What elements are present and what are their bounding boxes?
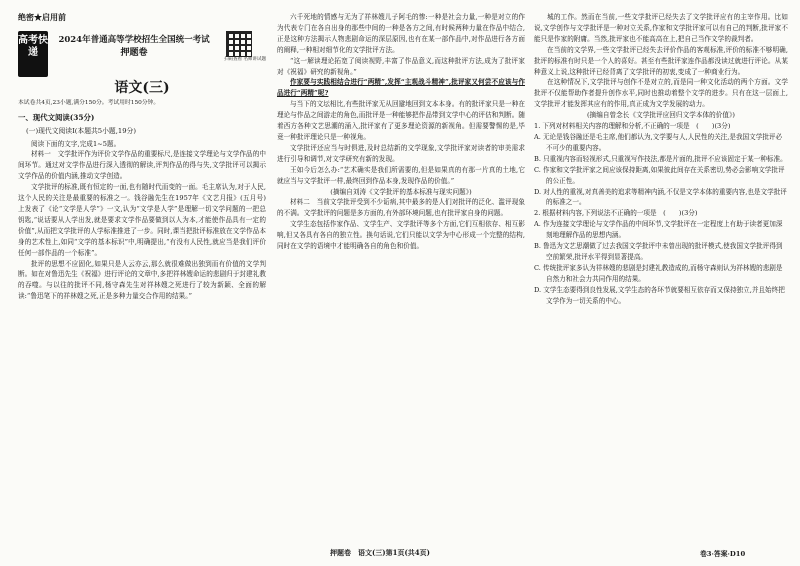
option: D. 文学生态要得到良性发展,文学生态的各环节就要相互依存而又保持独立,并且始终把文学作为一切关系的中心。 xyxy=(534,285,785,305)
paragraph: 在当前的文学界,一些文学批评已经失去评价作品的客观标准,评价的标准不够明确,批评的标准有时只是一个人的喜好。甚至有些批评家连作品都没读过就进行评论。从某种意义上说,这种批评已经背离了文学批评的初衷,变成了一种商业行为。 xyxy=(534,45,788,76)
confidential-mark: 绝密★启用前 xyxy=(18,12,66,22)
paragraph: 文学批评还应当与时俱进,及时总结新的文学现象,文学批评家对读者的审美需求进行引导和调节,对文学研究有新的发现。 xyxy=(277,143,525,163)
option: B. 只重视内容而轻视形式,只重视写作技法,都是片面的,批评不应该固定于某一种标准。 xyxy=(534,154,787,163)
qr-code-icon[interactable] xyxy=(226,31,252,57)
paragraph: 王如今后怎么办:“艺术确实是我们所需要的,但是如果真的有那一片真的土地,它就应当与文学批评一样,最终回到作品本身,发现作品的价值。” xyxy=(277,165,525,185)
paragraph: 在这种情况下,文学批评与创作不是对立的,而是同一种文化活动的两个方面。文学批评不仅能帮助作者提升创作水平,同时也推动着整个文学的进步。只有在这一层面上,文学批评才能发挥其应有的作用,真正成为文学发展的动力。 xyxy=(534,78,788,109)
option: A. 无论是钱谷融还是毛主席,他们都认为,文学要与人,人民性的关注,是我国文学批评必不可少的重要内容。 xyxy=(534,132,783,152)
paragraph: “这一解读理论拓宽了阅读视野,丰富了作品意义,而这种批评方法,成为了批评家对《祝福》研究的新视角。” xyxy=(277,56,525,76)
column-left xyxy=(18,12,266,302)
question-1: 1. 下列对材料相关内容的理解和分析,不正确的一项是 ( )(3分) xyxy=(534,122,731,131)
paragraph: 材料一 文学批评作为评价文学作品的重要标尺,是连接文学理论与文学作品的中间环节。通过对文学作品进行深入透彻的解读,评判作品的得与失,文学批评可以揭示文学作品的价值内涵,推动文学创造。 xyxy=(18,150,266,181)
paragraph: 文学批评的标准,既有恒定的一面,也有随时代而变的一面。毛主席认为,对于人民,这个人民的关注是最重要的标准之一。钱谷融先生在1957年《文艺月报》(五月号)上发表了《论“文学是人学”》一文,认为“文学是人学”是理解一切文学问题的一把总钥匙,“说话要从人学出发,就是要求文学作品要做到以人为本,才能使作品具有一定的价值”,从而把文学批评的人学标准推进了一步。同时,课当把批评标准放在文学作品本身的艺术性上,如同“文学的基本标识”中,明确提出,“有没有人民性,就应当是我们评价任何一部作品的一个标准”。 xyxy=(18,183,266,257)
source-citation: (摘编自刘涛《文学批评的基本标准与现实问题》) xyxy=(330,187,472,196)
option: B. 鲁迅为文艺思潮做了过去我国文学批评中未曾出现的批评模式,使我国文学批评得到空前繁荣,批评水平得到显著提高。 xyxy=(534,242,783,261)
question-2: 2. 根据材料内容,下列说法不正确的一项是 ( )(3分) xyxy=(534,209,698,218)
answer-code: 卷3·答案·D10 xyxy=(700,550,746,558)
gaokao-express-logo: 高考快递 xyxy=(18,31,48,77)
paragraph: 批评的思想不应固化,如果只是人云亦云,那么就很难做出独到而有价值的文学判断。如在对鲁迅先生《祝福》进行评论的文章中,多把祥林嫂命运的悲剧归于封建礼教的吞噬。与以往的批评不同,杨守森先生对祥林嫂之死进行了较为新颖、全面的解读:“鲁迅笔下的祥林嫂之死,正是多种力量交合作用的结果。” xyxy=(18,259,266,301)
option: C. 作家和文学批评家之间应该保持距离,如果彼此间存在关系密切,势必会影响文学批评的公正性。 xyxy=(534,165,785,185)
exam-title-box xyxy=(48,31,220,61)
qr-block xyxy=(220,31,266,63)
paragraph: 城的工作。然而在当前,一些文学批评已经失去了文学批评应有的主宰作用。比如说,文学创作与文学批评是一种对立关系,作家和文学批评家可以有自己的判断,批评家不能只是作家的附庸。当然,批评家也不能高高在上,把自己当作文学的裁判者。 xyxy=(534,13,788,43)
column-right xyxy=(534,12,788,306)
exam-header xyxy=(18,31,266,81)
paragraph: 文学生态包括作家作品、文学生产、文学批评等多个方面,它们互相依存、相互影响,但又各具有各自的独立性。换句话说,它们只能以文学为中心形成一个完整的结构,同时在文学的语境中才能明确各自的角色和价值。 xyxy=(277,220,525,251)
qr-caption: 扫码查看 名师讲试题 xyxy=(224,56,266,62)
paragraph: 材料二 当前文学批评受到不少诟病,其中最多的是人们对批评的泛化、滥评现象的不满。文学批评的问题是多方面的,有外部环境问题,也有批评家自身的问题。 xyxy=(277,198,525,218)
option: C. 传统批评家多认为祥林嫂的悲剧是封建礼教造成的,而杨守森则认为祥林嫂的悲剧是自然力和社会力共同作用的结果。 xyxy=(534,263,783,283)
page-footer: 押题卷 语文(三)第1页(共4页) xyxy=(330,548,430,557)
option: A. 作为连接文学理论与文学作品的中间环节,文学批评在一定程度上有助于读者更加深刻地理解作品的思想内涵。 xyxy=(534,220,783,240)
underlined-question-text: 作家要与实践相结合进行“两精”,发挥“主观战斗精神”,批评家又何尝不应该与作品进行“两精”呢? xyxy=(277,78,525,98)
option: D. 对人性的重视,对真善美的追求等精神内涵,不仅是文学本体的重要内容,也是文学批评的标准之一。 xyxy=(534,187,787,207)
column-middle xyxy=(277,12,525,252)
instruction: 阅读下面的文字,完成1~5题。 xyxy=(31,139,121,148)
section-heading: 一、现代文阅读(35分) xyxy=(18,112,95,122)
exam-note: 本试卷共4页,23小题,满分150分。考试用时150分钟。 xyxy=(18,99,160,106)
paragraph: 六千死地的情感与无为了祥林嫂儿子阿毛的惨:一种是社会力量,一种是对立的作为代表专门在各自出身的那些中间的一种是各方之间,有时候两种力量在作品中结合,正是这种方法揭示人物悲剧命运的深层原因,也有在某一部作品中,对作品进行各方面的阐释,一种相对细节化的文学批评方法。 xyxy=(277,13,525,54)
subsection-heading: (一)现代文阅读Ⅰ(本题共5小题,19分) xyxy=(26,126,136,135)
subject-title: 语文(三) xyxy=(114,79,170,96)
paragraph: 与当下的文坛相比,有些批评家无从回避地回到文本本身。有的批评家只是一种在理论与作品之间游走的角色,而批评是一种能够把作品带到文学中心的评估和判断。随着西方各种文艺思潮的涌入,批评家有了更多理论资源的新视角。但需要警惕的是,毕竟一种批评理论只是一种视角。 xyxy=(277,100,525,141)
source-citation: (摘编自曾念长《文学批评应回归文学本体的价值》) xyxy=(586,111,736,120)
paper-type: 押题卷 xyxy=(120,47,148,58)
exam-title: 2024年普通高等学校招生全国统一考试 xyxy=(58,34,210,45)
